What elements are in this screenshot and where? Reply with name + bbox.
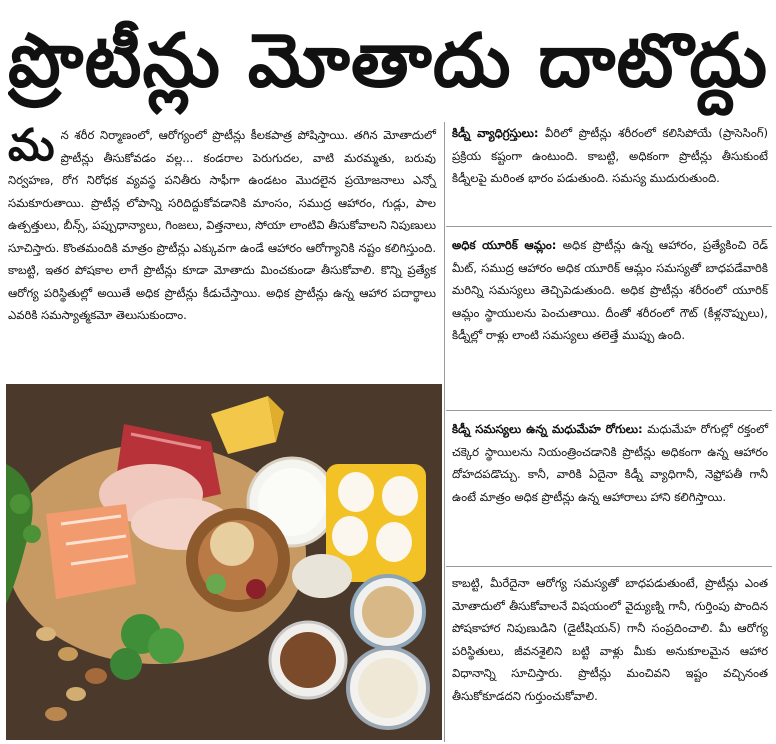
- section-divider: [446, 566, 772, 567]
- section-divider: [446, 410, 772, 411]
- headline: ప్రొటీన్లు మోతాదు దాటొద్దు: [8, 18, 768, 104]
- section-text: వీరిలో ప్రొటీన్లు శరీరంలో కలిసిపోయే (ప్రాసెసింగ్) ప్రక్రియ కష్టంగా ఉంటుంది. కాబట్టి, అధికంగా ప్రొటీన్లు తీసుకుంటే కిడ్నీలపై మరింత భారం పడుతుంది. సమస్య ముదురుతుంది.: [452, 126, 768, 185]
- intro-paragraph: [8, 120, 436, 327]
- intro-text: న శరీర నిర్మాణంలో, ఆరోగ్యంలో ప్రొటీన్లు కీలకపాత్ర పోషిస్తాయి. తగిన మోతాదులో ప్రొటీన్లు తీసుకోవడం వల్ల... కండరాల పెరుగుదల, వాటి మరమ్మతు, బరువు నిర్వహణ, రోగ నిరోధక వ్యవస్థ పనితీరు సాఫీగా ఉండటం మొదలైన ప్రయోజనాలు ఎన్నో సమకూరుతాయి. ప్రొటీన్ల లోపాన్ని సరిదిద్దుకోవడానికి మాంసం, సముద్ర ఆహారం, గుడ్లు, పాల ఉత్పత్తులు, బీన్స్, పప్పుధాన్యాలు, గింజలు, విత్తనాలు, సోయా లాంటివి తీసుకోవాలని నిపుణులు సూచిస్తారు. కొంతమందికి మాత్రం ప్రొటీన్లు ఎక్కువగా ఉండే ఆహారం ఆరోగ్యానికి నష్టం కలిగిస్తుంది. కాబట్టి, ఇతర పోషకాల లాగే ప్రొటీన్లు కూడా మోతాదు మించకుండా తీసుకోవాలి. కొన్ని ప్రత్యేక ఆరోగ్య పరిస్థితుల్లో అయితే అధిక ప్రొటీన్లు కీడుచేస్తాయి. అధిక ప్రొటీన్లు ఉన్న ఆహార పదార్థాలు ఎవరికి సమస్యాత్మకమో తెలుసుకుందాం.: [8, 128, 436, 322]
- section-diabetic-kidney: [452, 418, 768, 508]
- column-divider: [444, 122, 445, 742]
- section-text: అధిక ప్రొటీన్లు ఉన్న ఆహారం, ప్రత్యేకించి రెడ్ మీట్, సముద్ర ఆహారం అధిక యూరిక్ ఆమ్లం సమస్యతో బాధపడేవారికి మరిన్ని సమస్యలు తెచ్చిపెడుతుంది. అధిక ప్రొటీన్లు శరీరంలో యూరిక్ ఆమ్లం స్థాయులను పెంచుతాయి. దీంతో శరీరంలో గౌట్ (కీళ్లనొప్పులు), కిడ్నీల్లో రాళ్లు లాంటి సమస్యలు తలెత్తే ముప్పు ఉంది.: [452, 238, 769, 342]
- section-divider: [446, 226, 772, 227]
- section-heading: అధిక యూరిక్ ఆమ్లం:: [452, 238, 557, 252]
- section-kidney-patients: [452, 122, 768, 190]
- food-illustration: [6, 384, 442, 740]
- section-conclusion: [452, 572, 768, 707]
- section-text: మధుమేహ రోగుల్లో రక్తంలో చక్కెర స్థాయిలను నియంత్రించడానికి ప్రొటీన్లు అధికంగా ఉన్న ఆహారం దోహదపడొచ్చు. కానీ, వారికి ఏదైనా కిడ్నీ వ్యాధిగానీ, నెఫ్రోపతీ గానీ ఉంటే మాత్రం అధిక ప్రొటీన్లు ఉన్న ఆహారాలు హాని కలిగిస్తాయి.: [452, 422, 768, 504]
- section-uric-acid: [452, 234, 768, 347]
- drop-cap: మ: [8, 120, 55, 171]
- section-heading: కిడ్నీ సమస్యలు ఉన్న మధుమేహ రోగులు:: [452, 422, 643, 436]
- protein-foods-photo: [6, 384, 442, 740]
- section-text: కాబట్టి, మీరేదైనా ఆరోగ్య సమస్యతో బాధపడుతుంటే, ప్రొటీన్లు ఎంత మోతాదులో తీసుకోవాలనే విషయంలో వైద్యుణ్ని గానీ, గుర్తింపు పొందిన పోషకాహార నిపుణుడిని (డైటీషియన్) గానీ సంప్రదించాలి. మీ ఆరోగ్య పరిస్థితులు, జీవనశైలిని బట్టి వాళ్లు మీకు అనుకూలమైన ఆహార విధానాన్ని సూచిస్తారు. ప్రొటీన్లు మంచివని ఇష్టం వచ్చినంత తీసుకోకూడదని గుర్తుంచుకోవాలి.: [452, 576, 768, 703]
- section-heading: కిడ్నీ వ్యాధిగ్రస్తులు:: [452, 126, 539, 140]
